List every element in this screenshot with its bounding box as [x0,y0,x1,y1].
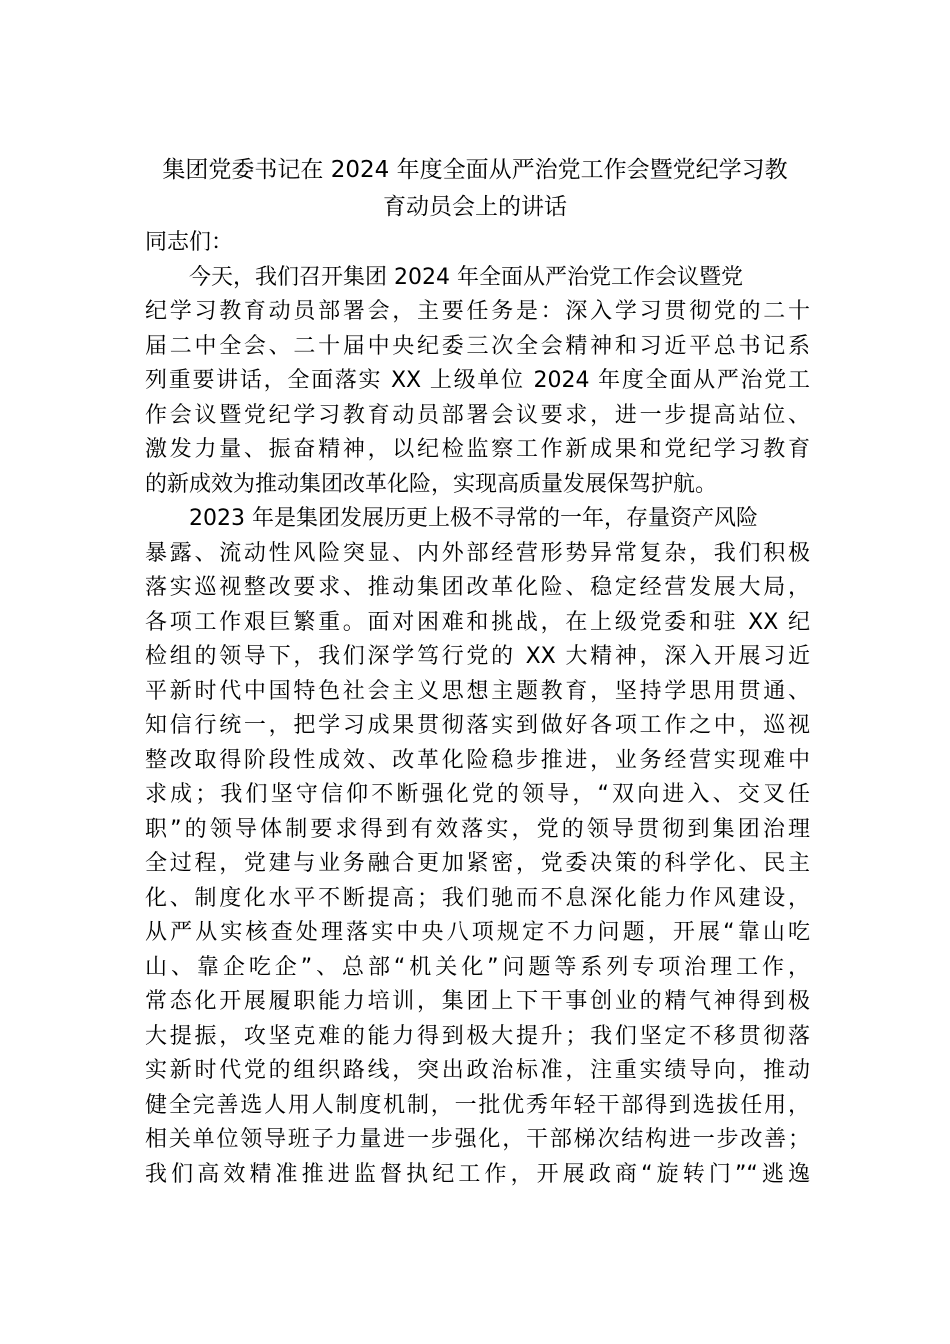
paragraph-line: 检组的领导下，我们深学笃行党的 XX 大精神，深入开展习近 [145,644,810,669]
salutation: 同志们： [145,230,234,255]
paragraph-line: 2023 年是集团发展历更上极不寻常的一年，存量资产风险 [189,506,758,531]
paragraph-line: 落实巡视整改要求、推动集团改革化险、稳定经营发展大局， [145,575,810,600]
title-line: 集团党委书记在 2024 年度全面从严治党工作会暨党纪学习教 [162,157,788,183]
paragraph-line: 常态化开展履职能力培训，集团上下干事创业的精气神得到极 [145,989,810,1014]
paragraph-line: 的新成效为推动集团改革化险，实现高质量发展保驾护航。 [145,471,718,497]
paragraph-line: 健全完善选人用人制度机制，一批优秀年轻干部得到选拔任用， [145,1092,810,1118]
paragraph-line: 全过程，党建与业务融合更加紧密，党委决策的科学化、民主 [145,851,810,876]
paragraph-line: 相关单位领导班子力量进一步强化，干部梯次结构进一步改善； [145,1127,810,1152]
paragraph-line: 求成；我们坚守信仰不断强化党的领导，“双向进入、交叉任 [145,782,810,807]
paragraph-line: 知信行统一，把学习成果贯彻落实到做好各项工作之中，巡视 [145,713,810,738]
paragraph-line: 平新时代中国特色社会主义思想主题教育，坚持学思用贯通、 [145,678,810,704]
paragraph-line: 我们高效精准推进监督执纪工作，开展政商“旋转门”“逃逸 [145,1161,810,1187]
paragraph-line: 整改取得阶段性成效、改革化险稳步推进，业务经营实现难中 [145,747,810,773]
paragraph-line: 化、制度化水平不断提高；我们驰而不息深化能力作风建设， [145,885,810,911]
paragraph-line: 从严从实核查处理落实中央八项规定不力问题，开展“靠山吃 [145,920,810,945]
paragraph-line: 各项工作艰巨繁重。面对困难和挑战，在上级党委和驻 XX 纪 [145,609,810,635]
paragraph-line: 今天，我们召开集团 2024 年全面从严治党工作会议暨党 [189,264,743,290]
paragraph-line: 列重要讲话，全面落实 XX 上级单位 2024 年度全面从严治党工 [145,368,810,393]
paragraph-line: 职”的领导体制要求得到有效落实，党的领导贯彻到集团治理 [145,816,810,842]
paragraph-line: 大提振，攻坚克难的能力得到极大提升；我们坚定不移贯彻落 [145,1023,810,1049]
title-line: 育动员会上的讲话 [383,194,567,220]
paragraph-line: 作会议暨党纪学习教育动员部署会议要求，进一步提高站位、 [145,402,810,428]
document-body [145,226,810,1192]
paragraph-line: 实新时代党的组织路线，突出政治标准，注重实绩导向，推动 [145,1058,810,1083]
paragraph-line: 暴露、流动性风险突显、内外部经营形势异常复杂，我们积极 [145,540,810,566]
paragraph-line: 山、靠企吃企”、总部“机关化”问题等系列专项治理工作， [145,954,810,980]
paragraph-2 [145,502,810,1192]
paragraph-1 [145,261,810,503]
document-title [140,152,810,226]
paragraph-line: 纪学习教育动员部署会，主要任务是：深入学习贯彻党的二十 [145,299,810,324]
paragraph-line: 届二中全会、二十届中央纪委三次全会精神和习近平总书记系 [145,333,810,359]
paragraph-line: 激发力量、振奋精神，以纪检监察工作新成果和党纪学习教育 [145,437,810,462]
